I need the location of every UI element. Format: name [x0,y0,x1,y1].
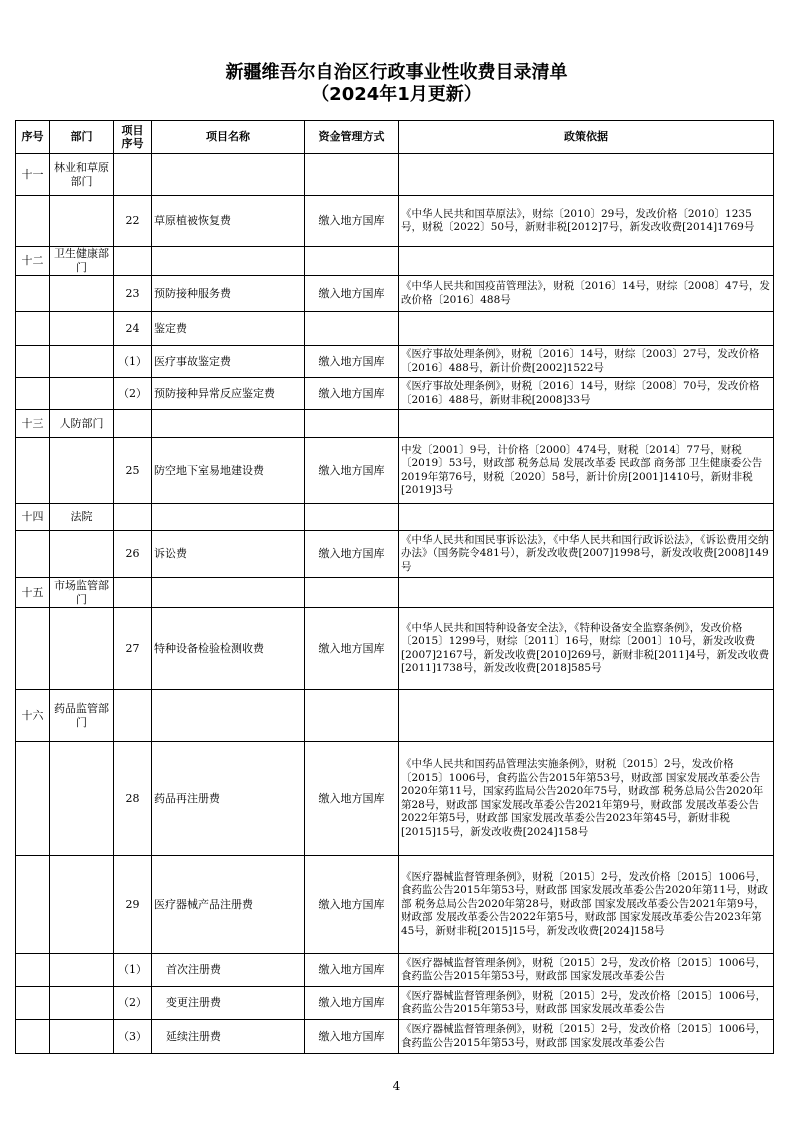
row-dept: 市场监管部门 [50,578,114,608]
row-policy: 《医疗器械监督管理条例》，财税〔2015〕2号，发改价格〔2015〕1006号，食药监公告2015年第53号，财政部 国家发展改革委公告 [399,987,774,1020]
row-dept [50,608,114,690]
row-seq: 十二 [16,247,50,276]
row-item-name: 变更注册费 [152,987,305,1020]
table-row [16,987,774,1020]
document-subtitle: （2024年1月更新） [311,84,482,105]
table-row [16,346,774,378]
row-dept [50,856,114,954]
row-seq [16,531,50,578]
row-item-no [114,247,152,276]
row-dept [50,1020,114,1054]
table-row [16,247,774,276]
row-item-no: 22 [114,196,152,247]
row-seq [16,312,50,346]
row-item-no [114,690,152,742]
row-fund [305,504,399,531]
row-item-name [152,504,305,531]
row-item-name: 预防接种异常反应鉴定费 [152,378,305,410]
row-seq: 十五 [16,578,50,608]
row-policy: 《医疗器械监督管理条例》，财税〔2015〕2号，发改价格〔2015〕1006号，食药监公告2015年第53号，财政部 国家发展改革委公告 [399,1020,774,1054]
row-item-no: 26 [114,531,152,578]
row-item-name [152,410,305,438]
row-item-name: 延续注册费 [152,1020,305,1054]
row-policy: 《中华人民共和国疫苗管理法》，财税〔2016〕14号，财综〔2008〕47号，发改价格〔2016〕488号 [399,276,774,312]
row-seq: 十六 [16,690,50,742]
row-item-no [114,410,152,438]
row-dept [50,742,114,856]
row-item-name: 医疗事故鉴定费 [152,346,305,378]
table-row [16,608,774,690]
table-row [16,690,774,742]
row-item-name: 防空地下室易地建设费 [152,438,305,504]
table-row [16,438,774,504]
row-seq [16,742,50,856]
table-row [16,378,774,410]
row-dept [50,378,114,410]
row-policy: 《医疗器械监督管理条例》，财税〔2015〕2号，发改价格〔2015〕1006号，食药监公告2015年第53号，财政部 国家发展改革委公告 [399,954,774,987]
row-item-name: 草原植被恢复费 [152,196,305,247]
row-policy: 《中华人民共和国药品管理法实施条例》，财税〔2015〕2号，发改价格〔2015〕1006号，食药监公告2015年第53号，财政部 国家发展改革委公告2020年第11号，国家药监局公告2020年75号，财政部 税务总局公告2020年第28号，财政部 国家发展改革委公告2021年第9号，财政部 发展改革委公告2022年第5号，财政部 国家发展改革委公告2023年第45号，新财非税[2015]15号，新发改收费[2024]158号 [399,742,774,856]
table-row [16,410,774,438]
row-item-name: 医疗器械产品注册费 [152,856,305,954]
row-fund: 缴入地方国库 [305,856,399,954]
row-item-no [114,578,152,608]
row-policy [399,690,774,742]
table-row [16,196,774,247]
header-policy: 政策依据 [399,121,774,154]
row-policy: 《中华人民共和国特种设备安全法》，《特种设备安全监察条例》，发改价格〔2015〕1299号，财综〔2011〕16号，财综〔2001〕10号，新发改收费[2007]2167号，新发改收费[2010]269号，新财非税[2011]4号，新发改收费[2011]1738号，新发改收费[2018]585号 [399,608,774,690]
row-dept [50,531,114,578]
row-fund: 缴入地方国库 [305,608,399,690]
page-number: 4 [392,1079,401,1093]
row-dept [50,312,114,346]
row-item-no [114,504,152,531]
row-fund [305,312,399,346]
row-seq: 十四 [16,504,50,531]
row-item-name: 鉴定费 [152,312,305,346]
row-dept: 人防部门 [50,410,114,438]
row-item-name: 诉讼费 [152,531,305,578]
row-item-no: （3） [114,1020,152,1054]
table-row [16,531,774,578]
row-fund: 缴入地方国库 [305,1020,399,1054]
table-row [16,312,774,346]
header-seq: 序号 [16,121,50,154]
row-seq: 十一 [16,154,50,196]
row-item-no [114,154,152,196]
row-item-name: 药品再注册费 [152,742,305,856]
fee-catalog-table [15,120,774,1054]
row-dept: 法院 [50,504,114,531]
row-fund: 缴入地方国库 [305,276,399,312]
row-fund: 缴入地方国库 [305,954,399,987]
row-seq [16,438,50,504]
row-seq [16,196,50,247]
row-fund [305,578,399,608]
row-dept [50,438,114,504]
row-dept [50,276,114,312]
row-dept [50,346,114,378]
table-row [16,504,774,531]
row-item-no: 27 [114,608,152,690]
row-seq [16,346,50,378]
table-row [16,856,774,954]
row-seq [16,276,50,312]
header-item-name: 项目名称 [152,121,305,154]
table-header-row [16,121,774,154]
document-title: 新疆维吾尔自治区行政事业性收费目录清单 [225,62,568,83]
row-item-name [152,154,305,196]
row-item-no: （1） [114,346,152,378]
row-seq [16,378,50,410]
row-item-no: （1） [114,954,152,987]
row-dept: 药品监管部门 [50,690,114,742]
row-item-name [152,690,305,742]
row-fund: 缴入地方国库 [305,438,399,504]
row-item-no: 28 [114,742,152,856]
row-dept: 林业和草原部门 [50,154,114,196]
row-item-no: 29 [114,856,152,954]
header-item-no: 项目 序号 [114,121,152,154]
row-item-no: 24 [114,312,152,346]
row-policy: 《医疗器械监督管理条例》，财税〔2015〕2号，发改价格〔2015〕1006号，食药监公告2015年第53号，财政部 国家发展改革委公告2020年第11号，财政部 税务总局公告2020年第28号，财政部 国家发展改革委公告2021年第9号，财政部 发展改革委公告2022年第5号，财政部 国家发展改革委公告2023年第45号，新财非税[2015]15号，新发改收费[2024]158号 [399,856,774,954]
row-fund: 缴入地方国库 [305,196,399,247]
row-item-no: 23 [114,276,152,312]
row-policy: 中发〔2001〕9号，计价格〔2000〕474号，财税〔2014〕77号，财税〔2019〕53号，财政部 税务总局 发展改革委 民政部 商务部 卫生健康委公告2019年第76号，财税〔2020〕58号，新计价房[2001]1410号，新财非税[2019]3号 [399,438,774,504]
table-row [16,154,774,196]
row-fund [305,154,399,196]
header-dept: 部门 [50,121,114,154]
row-seq [16,856,50,954]
row-policy [399,154,774,196]
row-policy [399,410,774,438]
row-item-name: 预防接种服务费 [152,276,305,312]
row-seq [16,608,50,690]
table-row [16,578,774,608]
row-dept [50,987,114,1020]
row-policy: 《中华人民共和国民事诉讼法》，《中华人民共和国行政诉讼法》，《诉讼费用交纳办法》（国务院令481号），新发改收费[2007]1998号，新发改收费[2008]149号 [399,531,774,578]
table-row [16,276,774,312]
row-fund: 缴入地方国库 [305,378,399,410]
row-seq [16,987,50,1020]
row-dept [50,954,114,987]
table-row [16,1020,774,1054]
row-policy: 《中华人民共和国草原法》，财综〔2010〕29号，发改价格〔2010〕1235号，财税〔2022〕50号，新财非税[2012]7号，新发改收费[2014]1769号 [399,196,774,247]
row-item-name [152,578,305,608]
row-seq [16,954,50,987]
row-item-name [152,247,305,276]
row-dept: 卫生健康部门 [50,247,114,276]
row-policy: 《医疗事故处理条例》，财税〔2016〕14号，财综〔2003〕27号，发改价格〔2016〕488号，新计价费[2002]1522号 [399,346,774,378]
row-seq: 十三 [16,410,50,438]
row-item-name: 首次注册费 [152,954,305,987]
table-row [16,742,774,856]
row-policy [399,247,774,276]
row-fund: 缴入地方国库 [305,346,399,378]
row-item-name: 特种设备检验检测收费 [152,608,305,690]
row-seq [16,1020,50,1054]
row-dept [50,196,114,247]
row-item-no: （2） [114,378,152,410]
row-fund [305,690,399,742]
row-item-no: （2） [114,987,152,1020]
row-policy [399,312,774,346]
table-row [16,954,774,987]
header-fund-method: 资金管理方式 [305,121,399,154]
row-policy: 《医疗事故处理条例》，财税〔2016〕14号，财综〔2008〕70号，发改价格〔2016〕488号，新财非税[2008]33号 [399,378,774,410]
row-fund: 缴入地方国库 [305,987,399,1020]
row-fund [305,247,399,276]
row-policy [399,504,774,531]
row-item-no: 25 [114,438,152,504]
row-fund: 缴入地方国库 [305,531,399,578]
row-fund [305,410,399,438]
row-fund: 缴入地方国库 [305,742,399,856]
row-policy [399,578,774,608]
